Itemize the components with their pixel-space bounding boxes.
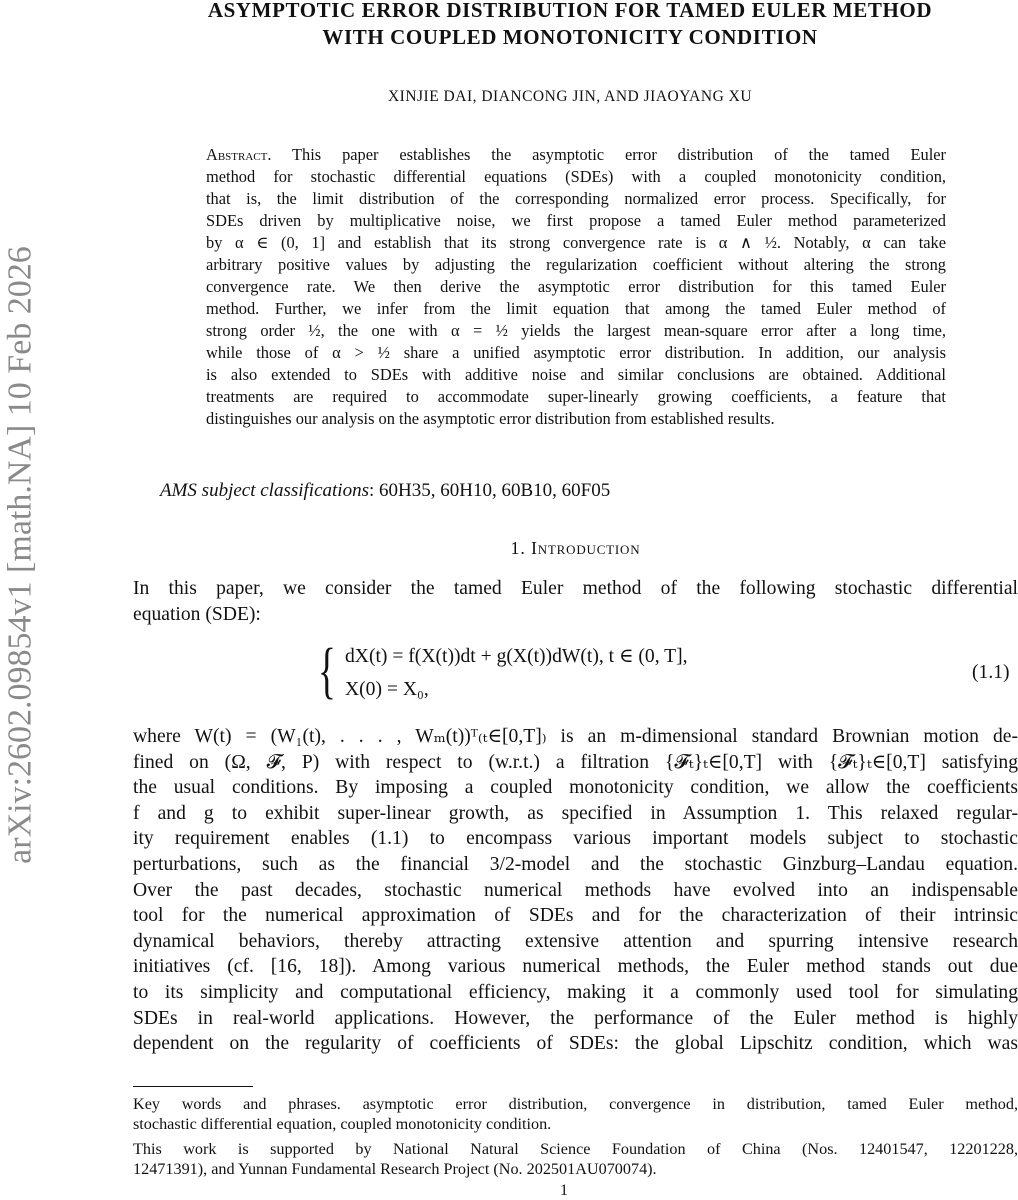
footnote-line: This work is supported by National Natural Science Foundation of China (Nos. 12401547, 12201228, <box>133 1140 1018 1158</box>
abstract-line: while those of α > ½ share a unified asymptotic error distribution. In addition, our analysis <box>206 343 946 362</box>
abstract-line: by α ∈ (0, 1] and establish that its strong convergence rate is α ∧ ½. Notably, α can take <box>206 233 946 252</box>
body-line: Over the past decades, stochastic numerical methods have evolved into an indispensable <box>133 879 1018 901</box>
body-line: tool for the numerical approximation of SDEs and for the characterization of their intrinsic <box>133 905 1018 927</box>
ams-classifications <box>160 480 610 502</box>
ams-codes: : 60H35, 60H10, 60B10, 60F05 <box>368 480 611 501</box>
abstract-line: convergence rate. We then derive the asymptotic error distribution for this tamed Euler <box>206 277 946 296</box>
equation-line-2: X(0) = X₀, <box>345 679 429 700</box>
footnote-line: stochastic differential equation, coupled monotonicity condition. <box>133 1115 552 1133</box>
abstract-line: arbitrary positive values by adjusting the regularization coefficient without altering the strong <box>206 255 946 274</box>
body-line: perturbations, such as the financial 3/2-model and the stochastic Ginzburg–Landau equation. <box>133 854 1018 875</box>
abstract-line <box>206 144 946 166</box>
abstract-line: treatments are required to accommodate super-linearly growing coefficients, a feature that <box>206 387 946 406</box>
body-line: SDEs in real-world applications. However, the performance of the Euler method is highly <box>133 1007 1018 1029</box>
body-line: fined on (Ω, 𝓕, P) with respect to (w.r.t.) a filtration {𝓕ₜ}ₜ∈[0,T] with {𝓕ₜ}ₜ∈[0,T] satisfying <box>133 751 1018 773</box>
abstract-line: distinguishes our analysis on the asymptotic error distribution from established results. <box>206 409 775 428</box>
abstract-line: strong order ½, the one with α = ½ yields the largest mean-square error after a long time, <box>206 321 946 340</box>
footnote-line: 12471391), and Yunnan Fundamental Research Project (No. 202501AU070074). <box>133 1160 657 1178</box>
paper-title-line-1: ASYMPTOTIC ERROR DISTRIBUTION FOR TAMED EULER METHOD <box>207 0 933 22</box>
abstract-line: method for stochastic differential equations (SDEs) with a coupled monotonicity condition, <box>206 167 946 186</box>
footnote-line: Key words and phrases. asymptotic error distribution, convergence in distribution, tamed Euler method, <box>133 1095 1018 1113</box>
abstract-line: SDEs driven by multiplicative noise, we first propose a tamed Euler method parameterized <box>206 211 946 230</box>
body-line: initiatives (cf. [16, 18]). Among various numerical methods, the Euler method stands out due <box>133 956 1018 978</box>
ams-label: AMS subject classifications <box>160 480 369 501</box>
paper-title-line-2: WITH COUPLED MONOTONICITY CONDITION <box>322 25 818 49</box>
authors: XINJIE DAI, DIANCONG JIN, AND JIAOYANG XU <box>387 88 753 105</box>
body-line: equation (SDE): <box>133 603 261 625</box>
abstract-label: Abstract. <box>206 145 272 164</box>
body-line: In this paper, we consider the tamed Euler method of the following stochastic differential <box>133 578 1018 599</box>
equation-line-1: dX(t) = f(X(t))dt + g(X(t))dW(t), t ∈ (0, T], <box>345 646 688 667</box>
body-line: dynamical behaviors, thereby attracting extensive attention and spurring intensive research <box>133 930 1018 952</box>
section-heading: 1. Introduction <box>510 538 641 558</box>
body-line: where W(t) = (W₁(t), . . . , Wₘ(t))ᵀ₍ₜ∈[0,T]₎ is an m-dimensional standard Brownian motion de- <box>133 726 1018 747</box>
abstract-line: that is, the limit distribution of the corresponding normalized error process. Specifically, for <box>206 189 946 208</box>
body-line: the usual conditions. By imposing a coupled monotonicity condition, we allow the coefficients <box>133 777 1018 799</box>
abstract-line: method. Further, we infer from the limit equation that among the tamed Euler method of <box>206 299 946 318</box>
abstract-text: This paper establishes the asymptotic error distribution of the tamed Euler <box>292 145 946 164</box>
equation-brace: { <box>317 637 336 705</box>
body-line: f and g to exhibit super-linear growth, as specified in Assumption 1. This relaxed regular- <box>133 802 1018 824</box>
page-number: 1 <box>560 1182 568 1199</box>
body-line: ity requirement enables (1.1) to encompass various important models subject to stochastic <box>133 828 1018 850</box>
arxiv-stamp: arXiv:2602.09854v1 [math.NA] 10 Feb 2026 <box>1 246 39 864</box>
abstract-line: is also extended to SDEs with additive noise and similar conclusions are obtained. Additional <box>206 365 946 384</box>
footnote-rule <box>133 1086 253 1087</box>
body-line: to its simplicity and computational efficiency, making it a commonly used tool for simulating <box>133 982 1018 1003</box>
equation-number: (1.1) <box>972 662 1010 683</box>
body-line: dependent on the regularity of coefficients of SDEs: the global Lipschitz condition, which was <box>133 1033 1018 1055</box>
